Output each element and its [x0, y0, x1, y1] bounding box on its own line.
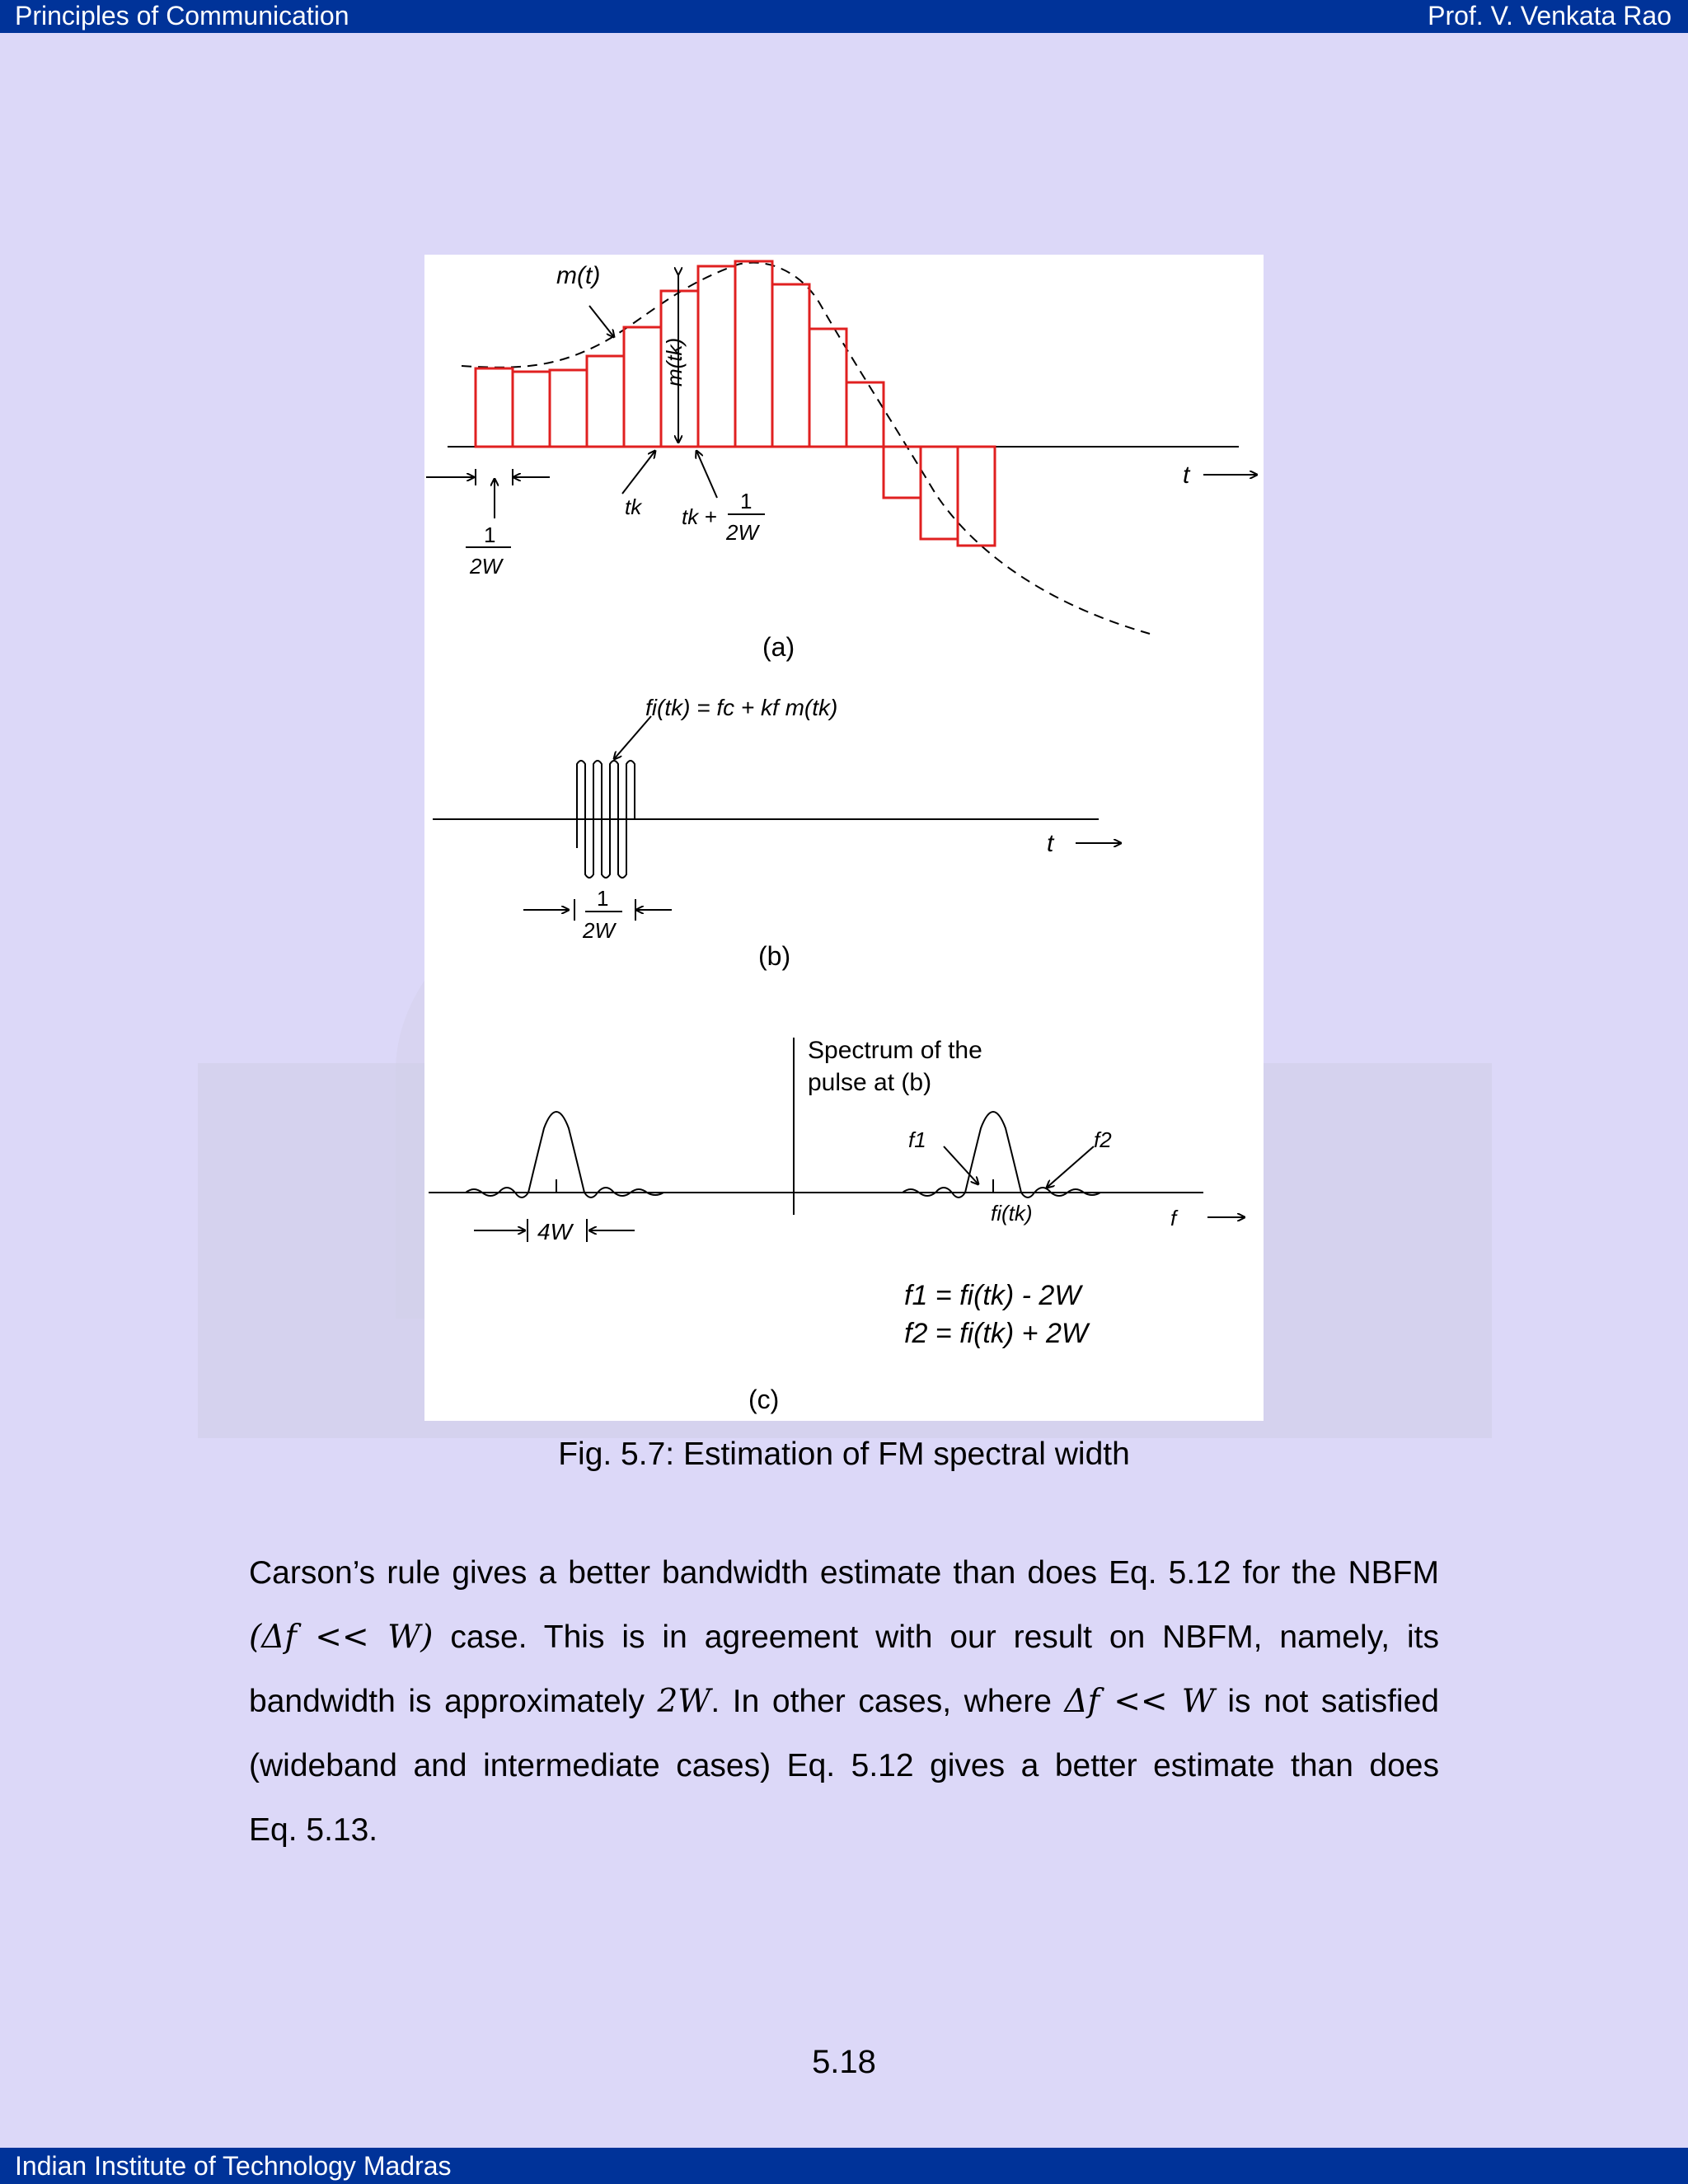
a-width-2w: 2W — [470, 554, 502, 579]
paragraph-line-4: (wideband and intermediate cases) Eq. 5.12 gives a better estimate than does — [249, 1748, 1439, 1783]
c-part-label: (c) — [748, 1385, 780, 1414]
c-fi-label: fi(tk) — [991, 1201, 1033, 1226]
header-bar — [0, 0, 1688, 33]
c-f2-arrow — [1047, 1146, 1094, 1188]
paragraph-line-5: Eq. 5.13. — [249, 1812, 378, 1848]
c-eq2-label: f2 = fi(tk) + 2W — [904, 1318, 1088, 1349]
c-f2-label: f2 — [1094, 1127, 1112, 1152]
c-f-label: f — [1170, 1206, 1177, 1230]
paragraph-line-2 — [249, 1605, 1439, 1670]
c-spectrum-label-2: pulse at (b) — [808, 1069, 932, 1096]
a-2w-label: 2W — [726, 520, 758, 545]
c-eq1-label: f1 = fi(tk) - 2W — [904, 1280, 1081, 1311]
b-eq-label: fi(tk) = fc + kf m(tk) — [645, 695, 838, 720]
b-width-one: 1 — [597, 886, 609, 911]
a-t-label: t — [1183, 462, 1190, 489]
delta-f-condition: (Δf << W) — [249, 1619, 434, 1656]
a-tk-plus-arrow — [696, 451, 717, 498]
part-a — [426, 261, 1257, 634]
body-paragraph — [249, 1541, 1439, 1863]
paragraph-line-3-text-e: is not satisfied — [1227, 1684, 1439, 1719]
a-one-label: 1 — [740, 489, 753, 513]
a-width-one: 1 — [484, 523, 496, 547]
paragraph-line-3-text-a: bandwidth is approximately — [249, 1684, 645, 1719]
a-tk-plus-label: tk + — [682, 504, 717, 529]
page-number: 5.18 — [812, 2044, 876, 2080]
figure-panel — [424, 255, 1264, 1421]
part-b — [433, 716, 1121, 921]
delta-f-condition-2: Δf << W — [1064, 1683, 1215, 1720]
a-staircase — [476, 261, 995, 546]
a-mtk-label: m(tk) — [662, 337, 687, 387]
c-right-spectrum — [903, 1112, 1100, 1197]
a-mt-arrow — [589, 306, 614, 337]
c-4w-label: 4W — [537, 1219, 572, 1244]
fm-figure-diagram — [424, 255, 1264, 1421]
a-part-label: (a) — [762, 632, 795, 662]
paragraph-line-3 — [249, 1670, 1439, 1734]
c-f1-label: f1 — [908, 1127, 926, 1152]
footer-institution: Indian Institute of Technology Madras — [15, 2151, 452, 2181]
part-b-labels — [582, 695, 1055, 971]
header-author: Prof. V. Venkata Rao — [1428, 1, 1672, 30]
paragraph-line-1: Carson’s rule gives a better bandwidth estimate than does Eq. 5.12 for the NBFM — [249, 1555, 1439, 1591]
paragraph-line-3-text-c: . In other cases, where — [710, 1684, 1052, 1719]
b-t-label: t — [1047, 830, 1054, 857]
part-c-labels — [537, 1037, 1179, 1414]
c-f1-arrow — [944, 1146, 978, 1184]
a-mt-label: m(t) — [556, 262, 601, 289]
bandwidth-2w: 2W — [657, 1683, 711, 1720]
paragraph-line-2-text: case. This is in agreement with our result on NBFM, namely, its — [450, 1619, 1439, 1655]
header-course-title: Principles of Communication — [15, 1, 349, 30]
c-left-spectrum — [466, 1112, 663, 1197]
a-tk-arrow — [622, 451, 655, 494]
footer-bar — [0, 2148, 1688, 2184]
a-tk-label: tk — [625, 494, 642, 519]
a-message-curve — [462, 263, 1150, 634]
figure-caption: Fig. 5.7: Estimation of FM spectral width — [558, 1436, 1130, 1472]
b-eq-arrow — [614, 716, 651, 759]
b-width-2w: 2W — [583, 918, 615, 943]
c-spectrum-label-1: Spectrum of the — [808, 1037, 982, 1064]
b-part-label: (b) — [758, 941, 791, 971]
